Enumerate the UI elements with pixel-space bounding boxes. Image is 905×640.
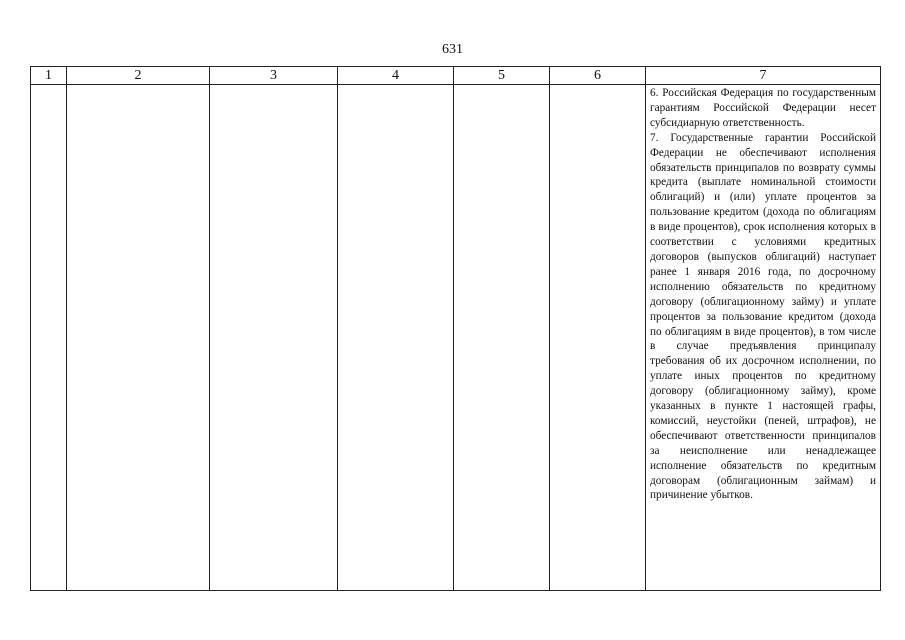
cell-column-7 [646,85,881,591]
table-row [31,85,881,591]
paragraph-6: 6. Российская Федерация по государственным гарантиям Российской Федерации несет субсидиарную ответственность. [650,87,876,129]
column-header-5: 5 [454,67,550,85]
cell-column-1 [31,85,67,591]
column-header-7: 7 [646,67,881,85]
column-header-3: 3 [210,67,338,85]
cell-column-5 [454,85,550,591]
column-header-2: 2 [67,67,210,85]
paragraph-7: 7. Государственные гарантии Российской Федерации не обеспечивают исполнения обязательств принципалов по возврату суммы кредита (выплате номинальной стоимости облигаций) и (или) уплате процентов за пользование кредитом (дохода по облигациям в виде процентов), срок исполнения которых в соответствии с условиями кредитных договоров (выпусков облигаций) наступает ранее 1 января 2016 года, по досрочному исполнению обязательств по кредитному договору (облигационному займу) и уплате процентов за пользование кредитом (дохода по облигациям в виде процентов), в том числе в случае предъявления принципалу требования об их досрочном исполнении, по уплате иных процентов по кредитному договору (облигационному займу), кроме указанных в пункте 1 настоящей графы, комиссий, неустойки (пеней, штрафов), не обеспечивают ответственности принципалов за неисполнение или ненадлежащее исполнение обязательств по кредитным договорам (облигационным займам) и причинение убытков. [650,131,876,502]
cell-column-3 [210,85,338,591]
column-header-4: 4 [338,67,454,85]
cell-column-2 [67,85,210,591]
cell-column-6 [550,85,646,591]
page-number: 631 [442,42,463,57]
column-header-1: 1 [31,67,67,85]
table-header-row [31,67,881,85]
document-table [30,66,881,591]
column-header-6: 6 [550,67,646,85]
cell-column-4 [338,85,454,591]
